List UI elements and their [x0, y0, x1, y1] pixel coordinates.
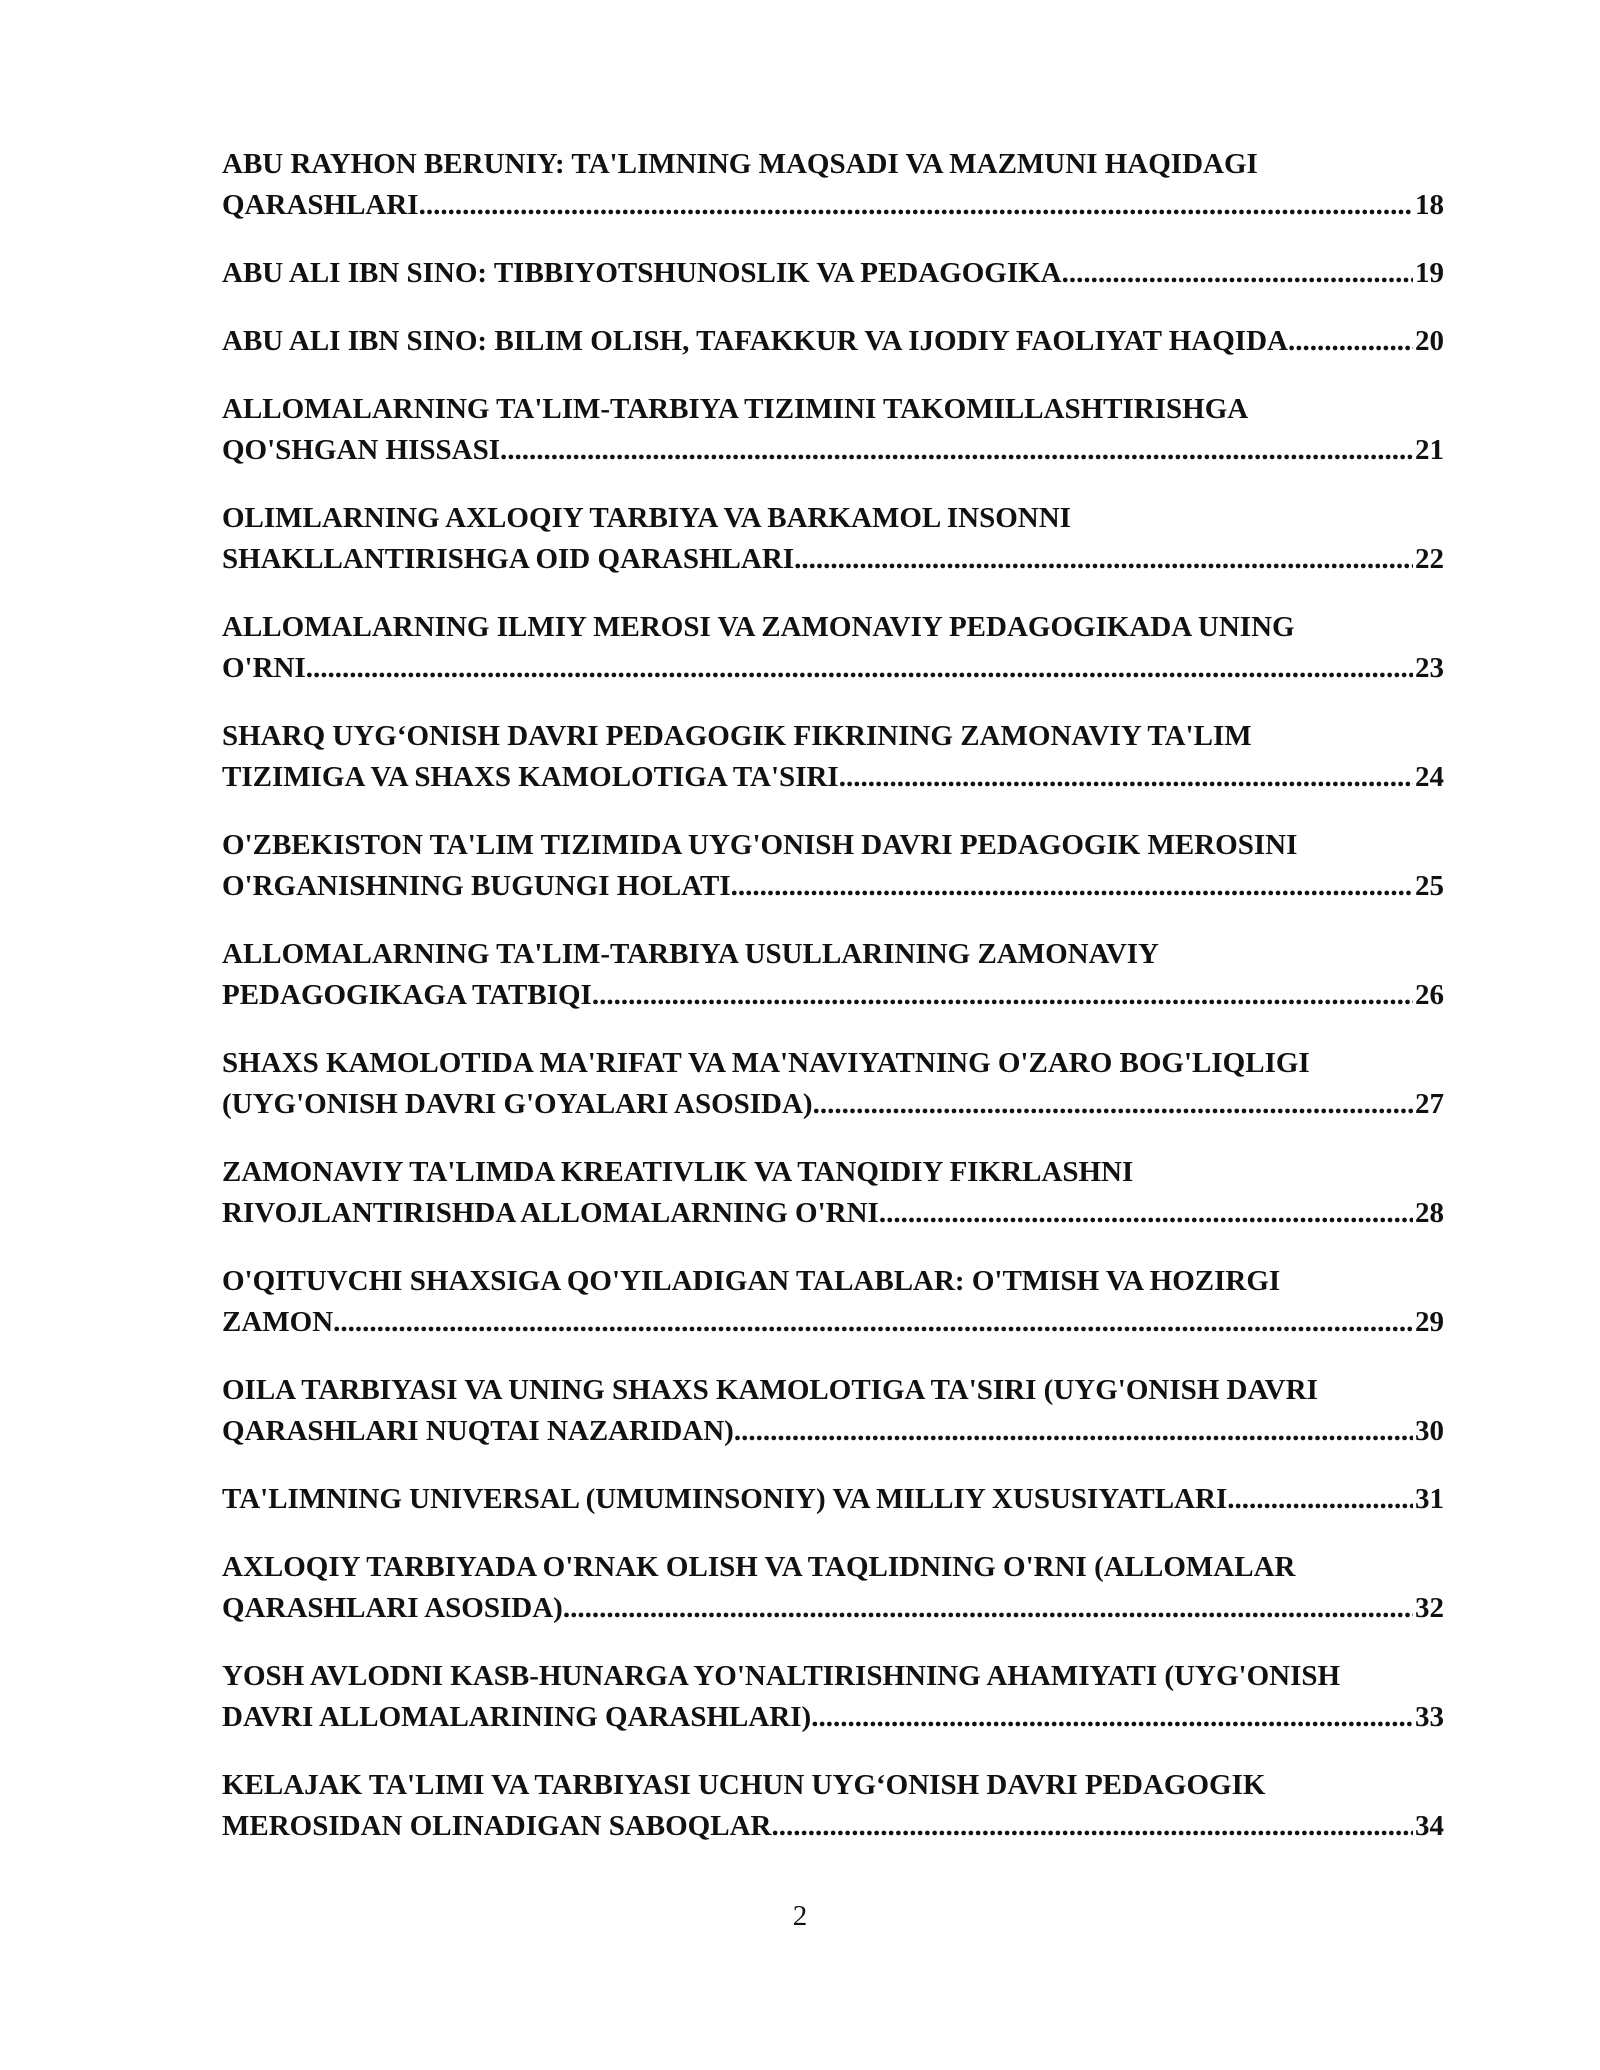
dot-leader: [794, 539, 1413, 580]
toc-entry-leader-line: [222, 866, 1444, 907]
toc-entry-title-end: QARASHLARI NUQTAI NAZARIDAN): [222, 1415, 734, 1447]
dot-leader: [592, 975, 1413, 1016]
toc-entry-page-number: 24: [1415, 761, 1444, 793]
toc-entry-leader-line: [222, 185, 1444, 226]
toc-entry[interactable]: [222, 607, 1444, 689]
toc-entry-title-line: SHAXS KAMOLOTIDA MA'RIFAT VA MA'NAVIYATNING O'ZARO BOG'LIQLIGI: [222, 1047, 1310, 1079]
toc-entry-title-line: OILA TARBIYASI VA UNING SHAXS KAMOLOTIGA TA'SIRI (UYG'ONISH DAVRI: [222, 1374, 1318, 1406]
toc-entry-page-number: 29: [1415, 1306, 1444, 1338]
dot-leader: [811, 1697, 1413, 1738]
toc-entry[interactable]: [222, 253, 1444, 294]
toc-entry[interactable]: [222, 1043, 1444, 1125]
toc-entry-page-number: 28: [1415, 1197, 1444, 1229]
toc-entry-title-line: ALLOMALARNING ILMIY MEROSI VA ZAMONAVIY PEDAGOGIKADA UNING: [222, 611, 1295, 643]
toc-entry-leader-line: [222, 1193, 1444, 1234]
toc-entry[interactable]: [222, 1479, 1444, 1520]
toc-entry[interactable]: [222, 498, 1444, 580]
toc-entry-title-end: TA'LIMNING UNIVERSAL (UMUMINSONIY) VA MILLIY XUSUSIYATLARI: [222, 1483, 1228, 1515]
toc-entry-title-end: SHAKLLANTIRISHGA OID QARASHLARI: [222, 543, 795, 575]
dot-leader: [563, 1588, 1413, 1629]
dot-leader: [1062, 253, 1413, 294]
toc-entry-leader-line: [222, 253, 1444, 294]
page-number: 2: [792, 1900, 808, 1932]
toc-entry-title-line: ALLOMALARNING TA'LIM-TARBIYA TIZIMINI TAKOMILLASHTIRISHGA: [222, 393, 1249, 425]
toc-entry-leader-line: [222, 1411, 1444, 1452]
toc-entry-page-number: 21: [1415, 434, 1444, 466]
toc-entry-title-end: O'RGANISHNING BUGUNGI HOLATI: [222, 870, 731, 902]
toc-entry[interactable]: [222, 1656, 1444, 1738]
toc-entry[interactable]: [222, 144, 1444, 226]
toc-entry[interactable]: [222, 1765, 1444, 1847]
toc-entry-title-end: RIVOJLANTIRISHDA ALLOMALARNING O'RNI: [222, 1197, 879, 1229]
toc-entry[interactable]: [222, 389, 1444, 471]
dot-leader: [1288, 321, 1413, 362]
toc-entry-leader-line: [222, 1084, 1444, 1125]
toc-entry-page-number: 27: [1415, 1088, 1444, 1120]
toc-entry-page-number: 31: [1415, 1483, 1444, 1515]
toc-entry-title-end: ABU ALI IBN SINO: BILIM OLISH, TAFAKKUR VA IJODIY FAOLIYAT HAQIDA: [222, 325, 1288, 357]
toc-entry-title-end: QARASHLARI: [222, 189, 419, 221]
dot-leader: [813, 1084, 1413, 1125]
toc-entry[interactable]: [222, 716, 1444, 798]
toc-entry-leader-line: [222, 1302, 1444, 1343]
dot-leader: [731, 866, 1413, 907]
toc-entry-title-line: OLIMLARNING AXLOQIY TARBIYA VA BARKAMOL INSONNI: [222, 502, 1071, 534]
toc-entry-leader-line: [222, 321, 1444, 362]
toc-entry-page-number: 20: [1415, 325, 1444, 357]
toc-entry[interactable]: [222, 1547, 1444, 1629]
toc-entry[interactable]: [222, 934, 1444, 1016]
toc-entry-title-line: O'ZBEKISTON TA'LIM TIZIMIDA UYG'ONISH DAVRI PEDAGOGIK MEROSINI: [222, 829, 1298, 861]
dot-leader: [333, 1302, 1413, 1343]
table-of-contents: [222, 144, 1444, 1874]
toc-entry-title-line: ALLOMALARNING TA'LIM-TARBIYA USULLARINING ZAMONAVIY: [222, 938, 1159, 970]
toc-entry-page-number: 25: [1415, 870, 1444, 902]
toc-entry-page-number: 26: [1415, 979, 1444, 1011]
toc-entry-title-line: ZAMONAVIY TA'LIMDA KREATIVLIK VA TANQIDIY FIKRLASHNI: [222, 1156, 1134, 1188]
dot-leader: [879, 1193, 1413, 1234]
dot-leader: [500, 430, 1413, 471]
toc-entry[interactable]: [222, 825, 1444, 907]
toc-entry-title-end: ZAMON: [222, 1306, 334, 1338]
toc-entry-title-end: DAVRI ALLOMALARINING QARASHLARI): [222, 1701, 812, 1733]
toc-entry-title-end: TIZIMIGA VA SHAXS KAMOLOTIGA TA'SIRI: [222, 761, 839, 793]
toc-entry-title-line: YOSH AVLODNI KASB-HUNARGA YO'NALTIRISHNING AHAMIYATI (UYG'ONISH: [222, 1660, 1341, 1692]
toc-entry-page-number: 30: [1415, 1415, 1444, 1447]
dot-leader: [306, 648, 1413, 689]
toc-entry-title-end: O'RNI: [222, 652, 306, 684]
toc-entry-leader-line: [222, 1697, 1444, 1738]
toc-entry-leader-line: [222, 539, 1444, 580]
toc-entry-title-line: KELAJAK TA'LIMI VA TARBIYASI UCHUN UYG‘ONISH DAVRI PEDAGOGIK: [222, 1769, 1266, 1801]
toc-entry-page-number: 34: [1415, 1810, 1444, 1842]
toc-entry[interactable]: [222, 1152, 1444, 1234]
toc-entry-title-line: AXLOQIY TARBIYADA O'RNAK OLISH VA TAQLIDNING O'RNI (ALLOMALAR: [222, 1551, 1296, 1583]
toc-entry-title-end: ABU ALI IBN SINO: TIBBIYOTSHUNOSLIK VA PEDAGOGIKA: [222, 257, 1062, 289]
toc-entry-leader-line: [222, 757, 1444, 798]
toc-entry-title-end: QO'SHGAN HISSASI: [222, 434, 501, 466]
toc-entry-page-number: 32: [1415, 1592, 1444, 1624]
toc-entry[interactable]: [222, 1370, 1444, 1452]
toc-entry-page-number: 23: [1415, 652, 1444, 684]
toc-entry-leader-line: [222, 1479, 1444, 1520]
toc-entry[interactable]: [222, 1261, 1444, 1343]
toc-entry-title-end: PEDAGOGIKAGA TATBIQI: [222, 979, 592, 1011]
toc-entry-leader-line: [222, 430, 1444, 471]
dot-leader: [839, 757, 1413, 798]
toc-entry-title-end: MEROSIDAN OLINADIGAN SABOQLAR: [222, 1810, 772, 1842]
toc-entry-title-line: O'QITUVCHI SHAXSIGA QO'YILADIGAN TALABLAR: O'TMISH VA HOZIRGI: [222, 1265, 1281, 1297]
toc-entry-page-number: 33: [1415, 1701, 1444, 1733]
toc-entry-leader-line: [222, 648, 1444, 689]
toc-entry-leader-line: [222, 1588, 1444, 1629]
toc-entry[interactable]: [222, 321, 1444, 362]
dot-leader: [734, 1411, 1413, 1452]
dot-leader: [419, 185, 1413, 226]
toc-entry-title-end: (UYG'ONISH DAVRI G'OYALARI ASOSIDA): [222, 1088, 813, 1120]
toc-entry-title-line: SHARQ UYG‘ONISH DAVRI PEDAGOGIK FIKRINING ZAMONAVIY TA'LIM: [222, 720, 1252, 752]
toc-entry-title-end: QARASHLARI ASOSIDA): [222, 1592, 563, 1624]
dot-leader: [771, 1806, 1413, 1847]
toc-entry-page-number: 22: [1415, 543, 1444, 575]
dot-leader: [1227, 1479, 1413, 1520]
toc-entry-page-number: 18: [1415, 189, 1444, 221]
toc-entry-leader-line: [222, 975, 1444, 1016]
toc-entry-title-line: ABU RAYHON BERUNIY: TA'LIMNING MAQSADI VA MAZMUNI HAQIDAGI: [222, 148, 1258, 180]
toc-entry-page-number: 19: [1415, 257, 1444, 289]
toc-entry-leader-line: [222, 1806, 1444, 1847]
